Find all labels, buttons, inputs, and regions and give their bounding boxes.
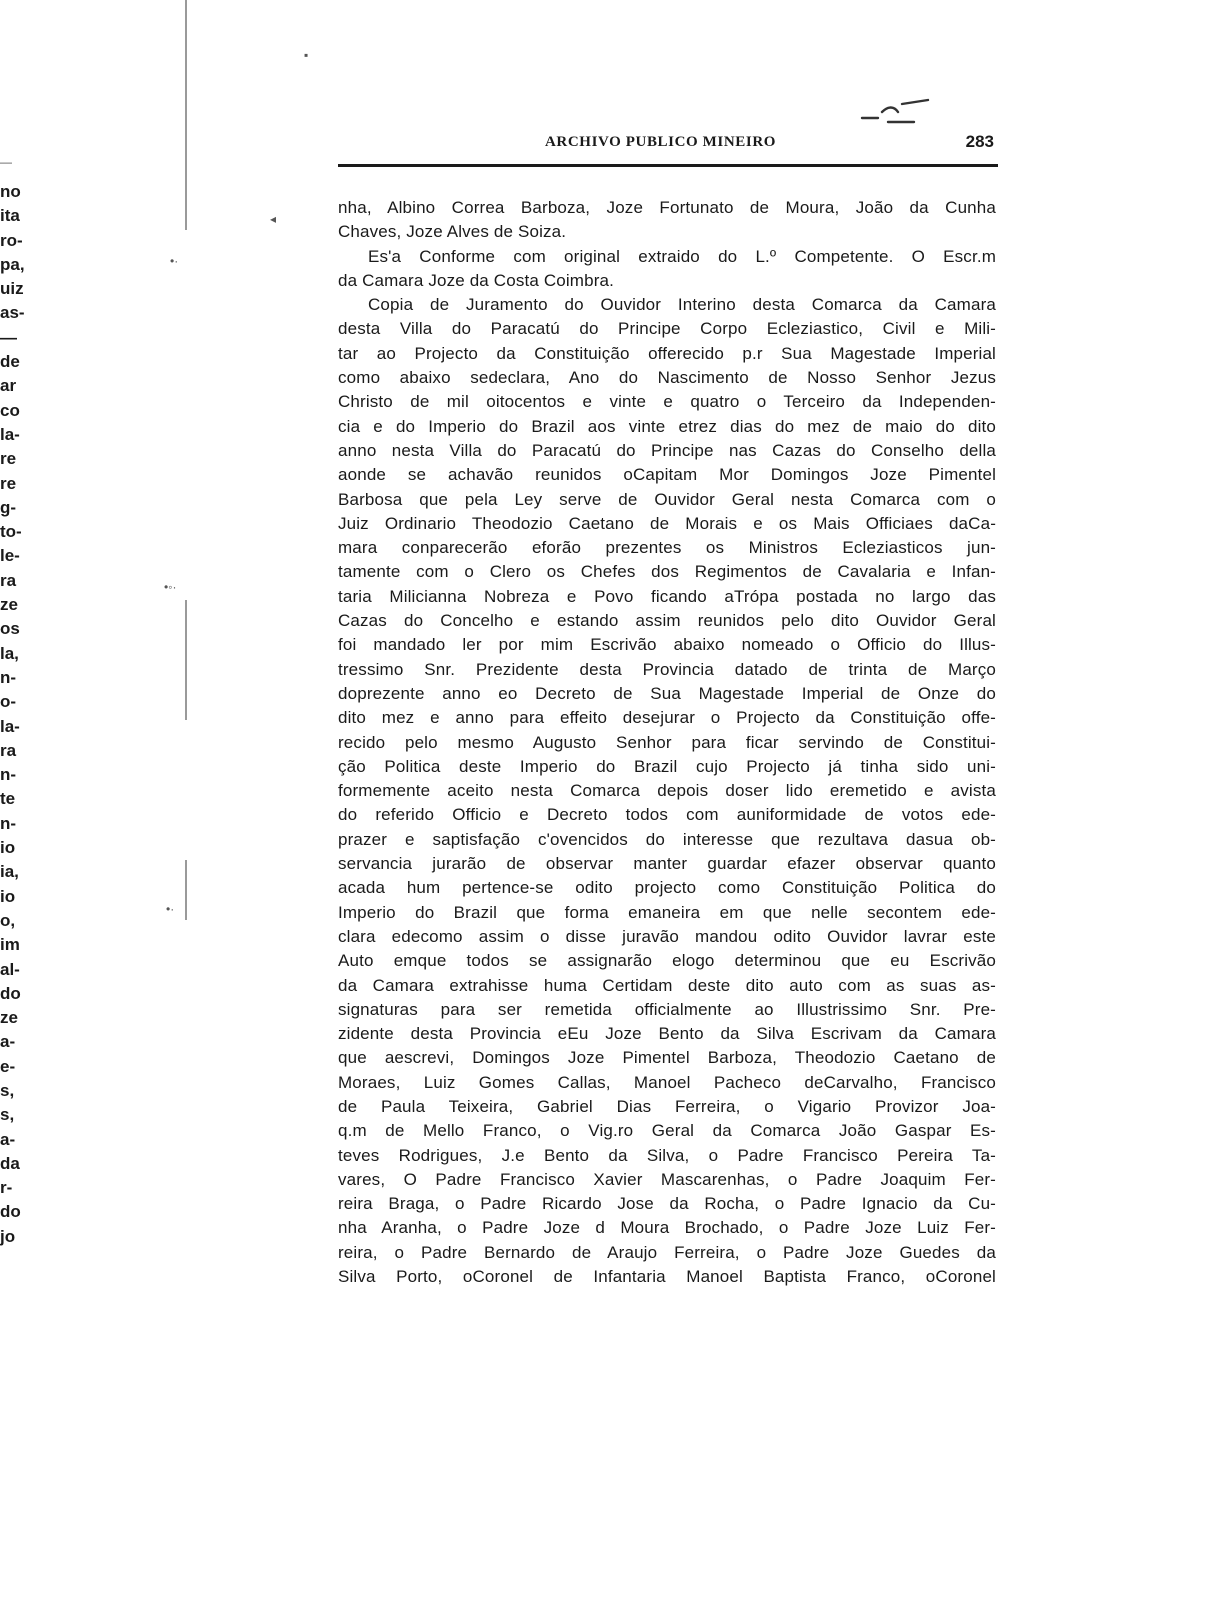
text-line: zidente desta Provincia eEu Joze Bento da Silva Escrivam da Camara bbox=[338, 1024, 996, 1044]
text-line: mara conparecerão eforão prezentes os Ministros Ecleziasticos jun- bbox=[338, 538, 996, 558]
margin-fragment: o, bbox=[0, 910, 16, 930]
text-line: nha, Albino Correa Barboza, Joze Fortunato de Moura, João da Cunha bbox=[338, 198, 996, 217]
scan-speck: •◦· bbox=[164, 580, 177, 594]
text-line: dito mez e anno para effeito desejurar o Projecto da Constituição offe- bbox=[338, 708, 996, 728]
text-line: q.m de Mello Franco, o Vig.ro Geral da Comarca João Gaspar Es- bbox=[338, 1121, 996, 1141]
margin-fragment: ra bbox=[0, 570, 17, 590]
margin-fragment: ia, bbox=[0, 862, 19, 882]
margin-fragment: pa, bbox=[0, 254, 25, 274]
margin-fragment: la, bbox=[0, 643, 19, 663]
handwritten-mark bbox=[858, 98, 932, 126]
margin-fragment: la- bbox=[0, 424, 20, 444]
text-line: cia e do Imperio do Brazil aos vinte etrez dias do mez de maio do dito bbox=[338, 416, 996, 436]
text-line: Moraes, Luiz Gomes Callas, Manoel Pacheco deCarvalho, Francisco bbox=[338, 1072, 996, 1092]
text-line: clara edecomo assim o disse juravão mandou odito Ouvidor lavrar este bbox=[338, 926, 996, 946]
margin-fragment: do bbox=[0, 1202, 21, 1222]
text-line: Chaves, Joze Alves de Soiza. bbox=[338, 222, 567, 242]
text-line: Copia de Juramento do Ouvidor Interino desta Comarca da Camara bbox=[368, 295, 996, 315]
margin-fragment: n- bbox=[0, 765, 17, 785]
text-line: acada hum pertence-se odito projecto como Constituição Politica do bbox=[338, 878, 996, 898]
margin-fragment: s, bbox=[0, 1105, 15, 1125]
margin-fragment: o- bbox=[0, 692, 17, 712]
text-line: doprezente anno eo Decreto de Sua Magestade Imperial de Onze do bbox=[338, 683, 996, 703]
margin-fragment: s, bbox=[0, 1080, 15, 1100]
running-title: ARCHIVO PUBLICO MINEIRO bbox=[545, 134, 777, 150]
margin-fragment: to- bbox=[0, 522, 22, 542]
margin-fragment: r- bbox=[0, 1178, 13, 1198]
text-line: Cazas do Concelho e estando assim reunidos pelo dito Ouvidor Geral bbox=[338, 611, 996, 631]
text-line: Barbosa que pela Ley serve de Ouvidor Geral nesta Comarca com o bbox=[338, 489, 996, 509]
margin-fragment: io bbox=[0, 838, 16, 858]
text-line: teves Rodrigues, J.e Bento da Silva, o Padre Francisco Pereira Ta- bbox=[338, 1145, 996, 1165]
binding-line bbox=[185, 600, 187, 720]
margin-fragment: co bbox=[0, 400, 20, 420]
margin-fragment: io bbox=[0, 886, 16, 906]
margin-fragment: le- bbox=[0, 546, 20, 566]
scan-speck: ◂ bbox=[270, 212, 277, 226]
margin-fragment: as- bbox=[0, 303, 25, 323]
margin-fragment: im bbox=[0, 935, 20, 955]
margin-fragment: ra bbox=[0, 740, 17, 760]
margin-fragment: de bbox=[0, 352, 20, 372]
text-line: signaturas para ser remetida officialmente ao Illustrissimo Snr. Pre- bbox=[338, 999, 996, 1019]
margin-fragment: a- bbox=[0, 1032, 16, 1052]
scan-speck: •· bbox=[170, 254, 179, 268]
text-line: taria Milicianna Nobreza e Povo ficando aTrópa postada no largo das bbox=[338, 586, 996, 606]
text-line: formemente aceito nesta Comarca depois doser lido eremetido e avista bbox=[338, 781, 996, 801]
margin-fragment: n- bbox=[0, 813, 17, 833]
text-line: Auto emque todos se assignarão elogo determinou que eu Escrivão bbox=[338, 951, 996, 971]
margin-fragment: a- bbox=[0, 1129, 16, 1149]
scan-speck: •· bbox=[166, 902, 175, 916]
text-line: recido pelo mesmo Augusto Senhor para ficar servindo de Constitui- bbox=[338, 732, 996, 752]
text-line: desta Villa do Paracatú do Principe Corpo Ecleziastico, Civil e Mili- bbox=[338, 319, 996, 339]
left-margin-bleed-text bbox=[0, 180, 30, 1249]
document-body bbox=[338, 196, 996, 1289]
margin-fragment: te bbox=[0, 789, 16, 809]
margin-fragment: e- bbox=[0, 1056, 16, 1076]
margin-fragment: jo bbox=[0, 1226, 16, 1246]
margin-fragment: ita bbox=[0, 206, 20, 226]
margin-fragment: g- bbox=[0, 497, 17, 517]
text-line: de Paula Teixeira, Gabriel Dias Ferreira, o Vigario Provizor Joa- bbox=[338, 1096, 996, 1116]
scan-speck: — bbox=[0, 155, 12, 169]
text-line: tamente com o Clero os Chefes dos Regimentos de Cavalaria e Infan- bbox=[338, 562, 996, 582]
margin-fragment: da bbox=[0, 1153, 20, 1173]
text-line: anno nesta Villa do Paracatú do Principe nas Cazas do Conselho della bbox=[338, 440, 996, 460]
text-line: ção Politica deste Imperio do Brazil cujo Projecto já tinha sido uni- bbox=[338, 756, 996, 776]
text-line: Es'a Conforme com original extraido do L.º Competente. O Escr.m bbox=[368, 246, 996, 266]
text-line: foi mandado ler por mim Escrivão abaixo nomeado o Officio do Illus- bbox=[338, 635, 996, 655]
text-line: do referido Officio e Decreto todos com auniformidade de votos ede- bbox=[338, 805, 996, 825]
text-line: Juiz Ordinario Theodozio Caetano de Morais e os Mais Officiaes daCa- bbox=[338, 513, 996, 533]
text-line: vares, O Padre Francisco Xavier Mascarenhas, o Padre Joaquim Fer- bbox=[338, 1169, 996, 1189]
margin-fragment: do bbox=[0, 983, 21, 1003]
text-line: servancia jurarão de observar manter guardar efazer observar quanto bbox=[338, 854, 996, 874]
margin-fragment: ze bbox=[0, 1008, 18, 1028]
margin-fragment: ar bbox=[0, 376, 17, 396]
text-line: da Camara extrahisse huma Certidam deste dito auto com as suas as- bbox=[338, 975, 996, 995]
text-line: Imperio do Brazil que forma emaneira em que nelle secontem ede- bbox=[338, 902, 996, 922]
text-line: da Camara Joze da Costa Coimbra. bbox=[338, 270, 614, 290]
margin-fragment: la- bbox=[0, 716, 20, 736]
text-line: reira, o Padre Bernardo de Araujo Ferreira, o Padre Joze Guedes da bbox=[338, 1242, 996, 1262]
margin-fragment: re bbox=[0, 473, 17, 493]
margin-fragment: ro- bbox=[0, 230, 23, 250]
margin-fragment: al- bbox=[0, 959, 20, 979]
page-header bbox=[338, 134, 998, 156]
text-line: Silva Porto, oCoronel de Infantaria Manoel Baptista Franco, oCoronel bbox=[338, 1267, 996, 1287]
text-line: nha Aranha, o Padre Joze d Moura Brochado, o Padre Joze Luiz Fer- bbox=[338, 1218, 996, 1238]
text-line: que aescrevi, Domingos Joze Pimentel Barboza, Theodozio Caetano de bbox=[338, 1048, 996, 1068]
text-line: Christo de mil oitocentos e vinte e quatro o Terceiro da Independen- bbox=[338, 392, 996, 412]
margin-fragment: ze bbox=[0, 595, 18, 615]
margin-fragment: re bbox=[0, 449, 17, 469]
margin-fragment: n- bbox=[0, 667, 17, 687]
binding-line bbox=[185, 860, 187, 920]
text-line: reira Braga, o Padre Ricardo Jose da Rocha, o Padre Ignacio da Cu- bbox=[338, 1194, 996, 1214]
margin-fragment: uiz bbox=[0, 279, 24, 299]
scan-speck: ▪ bbox=[304, 48, 309, 62]
margin-fragment: — bbox=[0, 327, 17, 347]
margin-fragment: os bbox=[0, 619, 20, 639]
text-line: tressimo Snr. Prezidente desta Provincia datado de trinta de Março bbox=[338, 659, 996, 679]
text-line: prazer e saptisfação c'ovencidos do interesse que rezultava dasua ob- bbox=[338, 829, 996, 849]
text-line: como abaixo sedeclara, Ano do Nascimento de Nosso Senhor Jezus bbox=[338, 368, 996, 388]
margin-fragment: no bbox=[0, 182, 21, 201]
text-line: aonde se achavão reunidos oCapitam Mor Domingos Joze Pimentel bbox=[338, 465, 996, 485]
text-line: tar ao Projecto da Constituição offerecido p.r Sua Magestade Imperial bbox=[338, 343, 996, 363]
page-number: 283 bbox=[965, 132, 994, 151]
binding-line bbox=[185, 0, 187, 230]
header-rule bbox=[338, 164, 998, 167]
